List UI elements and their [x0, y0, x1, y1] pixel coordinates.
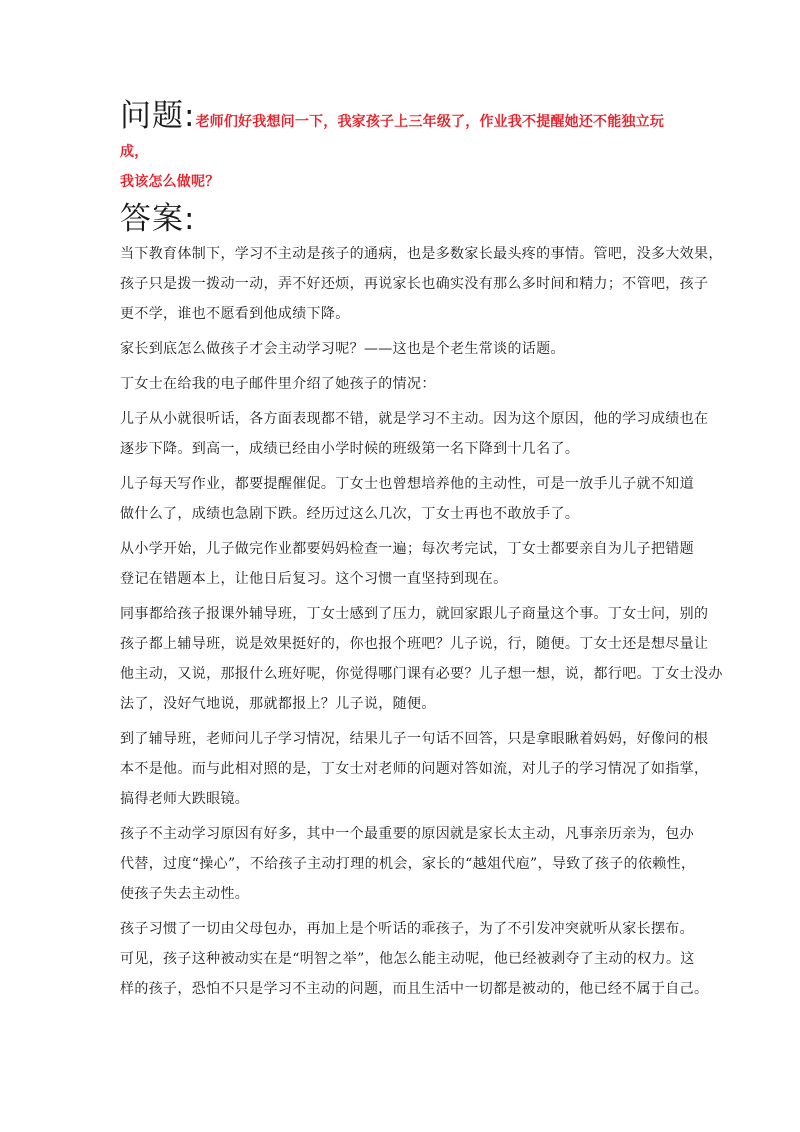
- paragraph-line: 可见，孩子这种被动实在是“明智之举”，他怎么能主动呢，他已经被剥夺了主动的权力。这: [120, 951, 695, 967]
- paragraph-line: 登记在错题本上，让他日后复习。这个习惯一直坚持到现在。: [120, 571, 508, 587]
- paragraph-line: 法了，没好气地说，那就都报上？儿子说，随便。: [120, 696, 436, 712]
- paragraph-line: 儿子从小就很听话，各方面表现都不错，就是学习不主动。因为这个原因，他的学习成绩也在: [120, 411, 709, 427]
- document-page: [120, 96, 723, 1009]
- paragraph-line: 更不学，谁也不愿看到他成绩下降。: [120, 306, 350, 322]
- paragraph-line: 逐步下降。到高一，成绩已经由小学时候的班级第一名下降到十几名了。: [120, 441, 580, 457]
- answer-paragraph: [120, 819, 696, 909]
- paragraph-line: 孩子不主动学习原因有好多，其中一个最重要的原因就是家长太主动，凡事亲历亲为，包办: [120, 826, 694, 842]
- answer-paragraph: [120, 534, 692, 594]
- paragraph-line: 他主动，又说，那报什么班好呢，你觉得哪门课有必要？儿子想一想，说，都行吧。丁女士没办: [120, 666, 723, 682]
- answer-paragraph: [120, 914, 709, 1004]
- paragraph-line: 做什么了，成绩也急剧下跌。经历过这么几次，丁女士再也不敢放手了。: [120, 506, 580, 522]
- paragraph-line: 同事都给孩子报课外辅导班，丁女士感到了压力，就回家跟儿子商量这个事。丁女士问，别的: [120, 606, 709, 622]
- paragraph-line: 孩子只是拨一拨动一动，弄不好还烦，再说家长也确实没有那么多时间和精力；不管吧，孩子: [120, 276, 709, 292]
- question-text-line1: 老师们好我想问一下，我家孩子上三年级了，作业我不提醒她还不能独立玩成，: [120, 114, 665, 160]
- answer-paragraph: [120, 404, 709, 464]
- question-section: [120, 96, 692, 197]
- answer-body: [120, 239, 723, 1004]
- paragraph-line: 本不是他。而与此相对照的是，丁女士对老师的问题对答如流，对儿子的学习情况了如指掌，: [120, 761, 709, 777]
- answer-heading: 答案:: [120, 201, 196, 237]
- answer-paragraph: [120, 369, 692, 399]
- paragraph-line: 搞得老师大跌眼镜。: [120, 791, 250, 807]
- paragraph-line: 使孩子失去主动性。: [120, 886, 250, 902]
- paragraph-line: 孩子习惯了一切由父母包办，再加上是个听话的乖孩子，为了不引发冲突就听从家长摆布。: [120, 921, 694, 937]
- paragraph-line: 丁女士在给我的电子邮件里介绍了她孩子的情况：: [120, 376, 436, 392]
- paragraph-line: 当下教育体制下，学习不主动是孩子的通病，也是多数家长最头疼的事情。管吧，没多大效果，: [120, 246, 723, 262]
- paragraph-line: 孩子都上辅导班，说是效果挺好的，你也报个班吧？儿子说，行，随便。丁女士还是想尽量让: [120, 636, 709, 652]
- paragraph-line: 到了辅导班，老师问儿子学习情况，结果儿子一句话不回答，只是拿眼瞅着妈妈，好像问的根: [120, 731, 709, 747]
- paragraph-line: 家长到底怎么做孩子才会主动学习呢？——这也是个老生常谈的话题。: [120, 341, 565, 357]
- paragraph-line: 儿子每天写作业，都要提醒催促。丁女士也曾想培养他的主动性，可是一放手儿子就不知道: [120, 476, 694, 492]
- answer-paragraph: [120, 599, 723, 719]
- answer-paragraph: [120, 239, 723, 329]
- question-text-line2: 我该怎么做呢？: [120, 174, 220, 190]
- paragraph-line: 样的孩子，恐怕不只是学习不主动的问题，而且生活中一切都是被动的，他已经不属于自己。: [120, 981, 709, 997]
- paragraph-line: 代替，过度“操心”，不给孩子主动打理的机会，家长的“越俎代庖”，导致了孩子的依赖性，: [120, 856, 696, 872]
- answer-paragraph: [120, 334, 692, 364]
- paragraph-line: 从小学开始，儿子做完作业都要妈妈检查一遍；每次考完试，丁女士都要亲自为儿子把错题: [120, 541, 694, 557]
- answer-paragraph: [120, 469, 692, 529]
- question-heading: 问题:: [120, 98, 196, 134]
- answer-paragraph: [120, 724, 709, 814]
